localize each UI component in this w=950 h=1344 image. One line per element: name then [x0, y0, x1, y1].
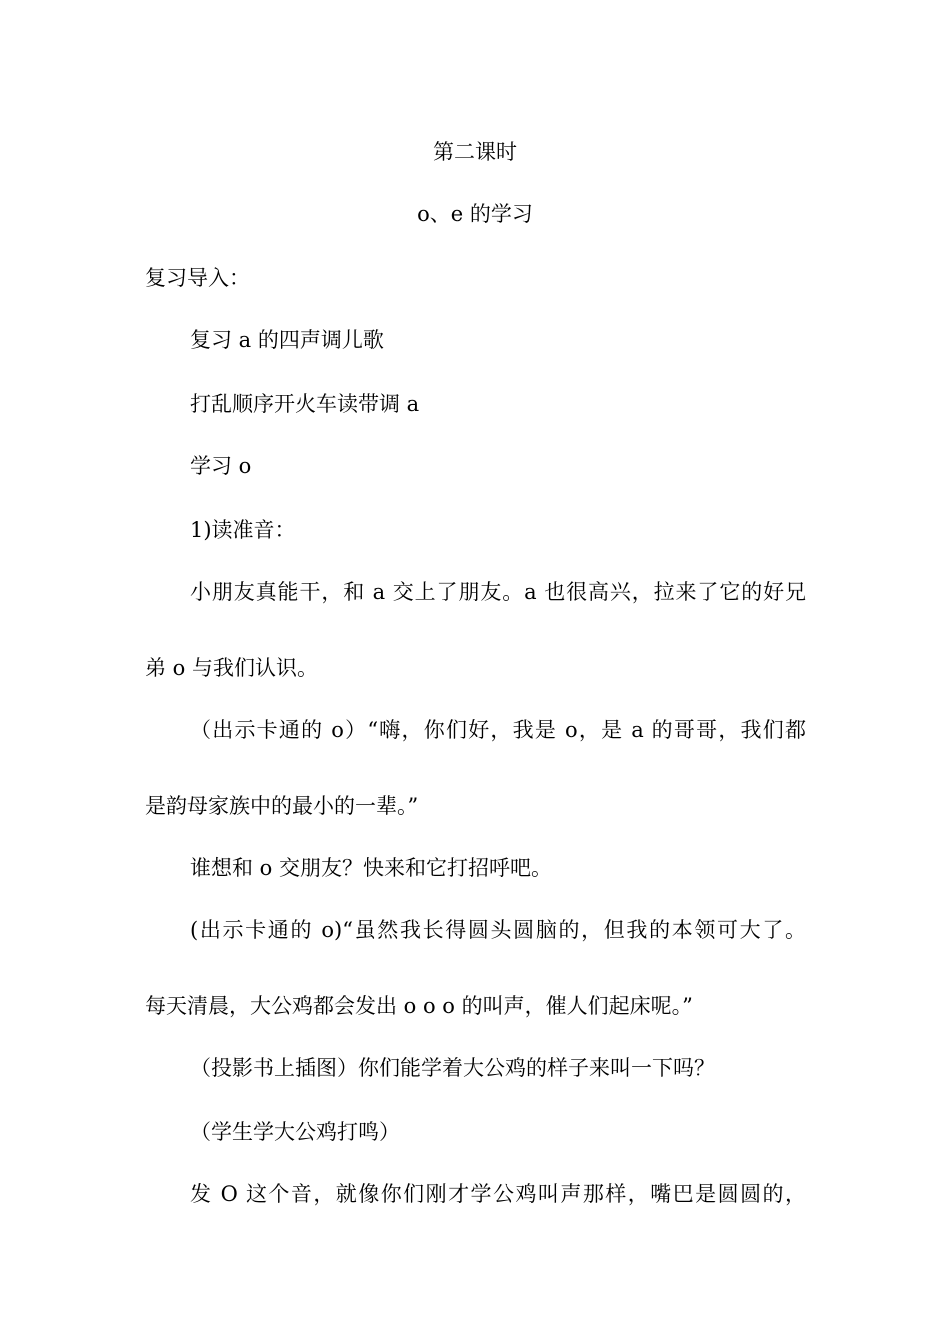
paragraph-line: (出示卡通的 o)“虽然我长得圆头圆脑的，但我的本领可大了。	[190, 918, 806, 942]
section-heading-review: 复习导入：	[145, 266, 250, 290]
page-title: 第二课时	[433, 140, 517, 164]
paragraph-line: 谁想和 o 交朋友？快来和它打招呼吧。	[190, 856, 552, 880]
paragraph-line: （学生学大公鸡打鸣）	[190, 1120, 400, 1144]
paragraph-line: （投影书上插图）你们能学着大公鸡的样子来叫一下吗？	[190, 1056, 715, 1080]
paragraph-line: 打乱顺序开火车读带调 a	[190, 392, 420, 416]
paragraph-line: 1)读准音：	[190, 518, 296, 542]
paragraph-line: 每天清晨，大公鸡都会发出 o o o 的叫声，催人们起床呢。”	[145, 994, 693, 1018]
paragraph-line: 小朋友真能干，和 a 交上了朋友。a 也很高兴，拉来了它的好兄	[190, 580, 806, 604]
paragraph-line: （出示卡通的 o）“嗨，你们好，我是 o，是 a 的哥哥，我们都	[190, 718, 806, 742]
paragraph-line: 学习 o	[190, 454, 252, 478]
paragraph-line: 复习 a 的四声调儿歌	[190, 328, 384, 352]
paragraph-line: 弟 o 与我们认识。	[145, 656, 318, 680]
page-subtitle: o、e 的学习	[417, 202, 533, 226]
paragraph-line: 发 O 这个音，就像你们刚才学公鸡叫声那样，嘴巴是圆圆的，	[190, 1182, 806, 1206]
paragraph-line: 是韵母家族中的最小的一辈。”	[145, 794, 419, 818]
